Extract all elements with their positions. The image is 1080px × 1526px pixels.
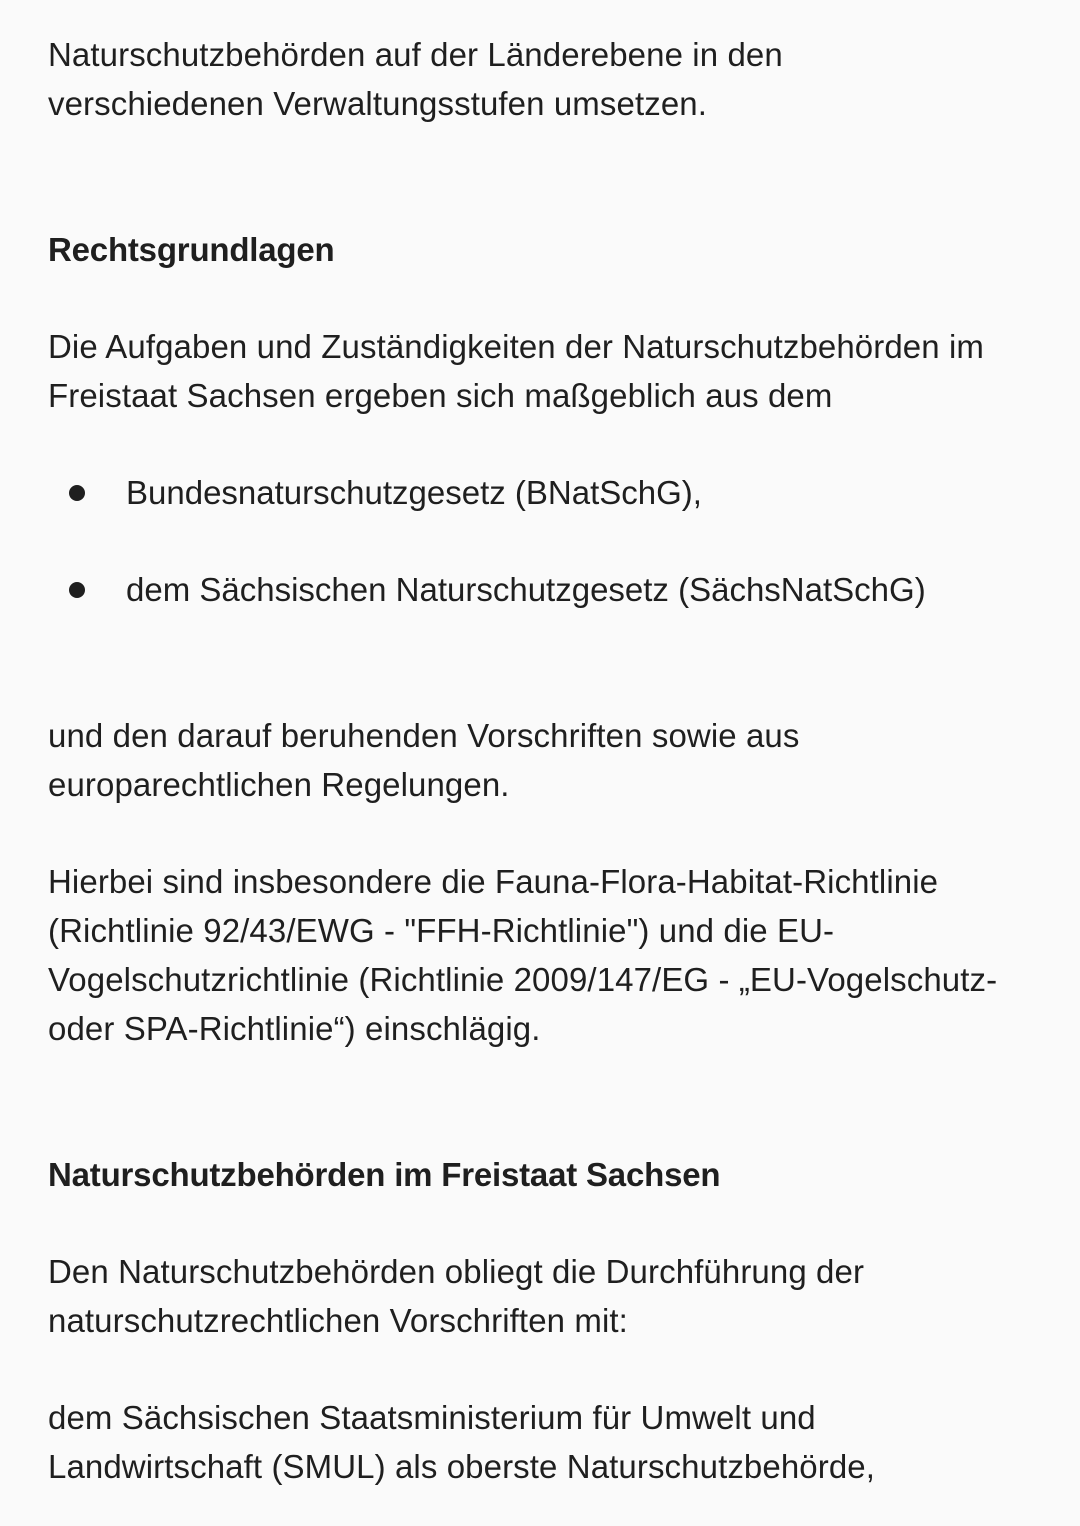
paragraph-richtlinien: Hierbei sind insbesondere die Fauna-Flora-Habitat-Richtlinie (Richtlinie 92/43/EWG - "FFH-Richtlinie") und die EU-Vogelschutzrichtlinie (Richtlinie 2009/147/EG - „EU-Vogelschutz- oder SPA-Richtlinie“) einschlägig. [48,863,998,1047]
paragraph-durchfuehrung: Den Naturschutzbehörden obliegt die Durchführung der naturschutzrechtlichen Vorschriften mit: [48,1253,865,1339]
intro-paragraph: Naturschutzbehörden auf der Länderebene in den verschiedenen Verwaltungsstufen umsetzen. [48,36,783,122]
list-item [48,468,1038,517]
list-item-text: Bundesnaturschutzgesetz (BNatSchG), [126,474,702,511]
list-item [48,565,1038,614]
document-body [48,30,1038,1491]
paragraph-zustaendigkeiten: Die Aufgaben und Zuständigkeiten der Naturschutzbehörden im Freistaat Sachsen ergeben sich maßgeblich aus dem [48,328,984,414]
paragraph-vorschriften: und den darauf beruhenden Vorschriften sowie aus europarechtlichen Regelungen. [48,717,800,803]
bullet-icon [69,485,85,501]
list-item-text: dem Sächsischen Naturschutzgesetz (SächsNatSchG) [126,571,926,608]
heading-naturschutzbehoerden: Naturschutzbehörden im Freistaat Sachsen [48,1156,721,1193]
bullet-icon [69,582,85,598]
paragraph-smul: dem Sächsischen Staatsministerium für Umwelt und Landwirtschaft (SMUL) als oberste Naturschutzbehörde, [48,1399,876,1485]
heading-rechtsgrundlagen: Rechtsgrundlagen [48,231,335,268]
law-list [48,468,1038,614]
